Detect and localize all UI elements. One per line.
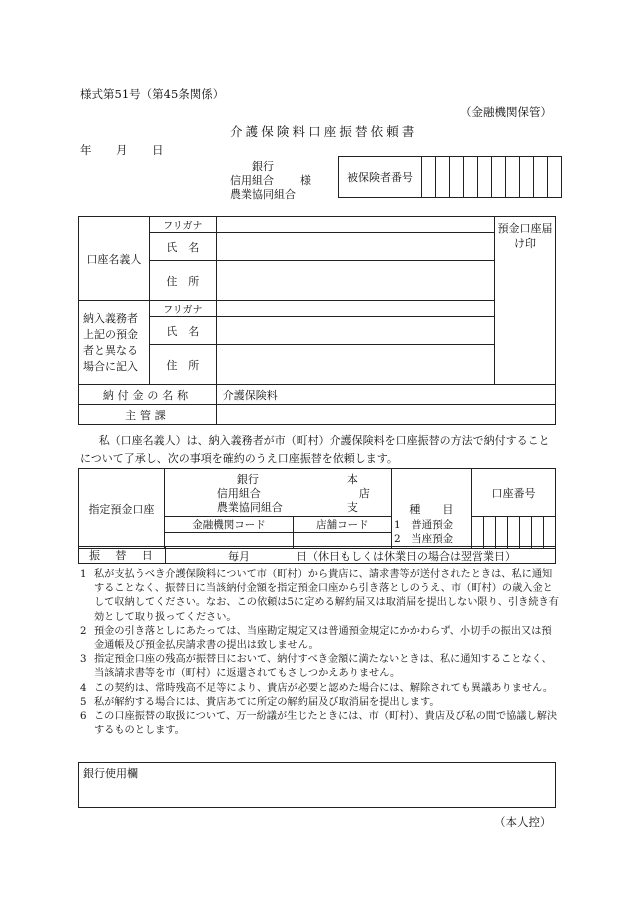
insured-number-box[interactable] [422, 157, 436, 198]
list-item [80, 696, 560, 710]
acct-agri-coop: 農業協同組合 [216, 501, 283, 514]
holder-address-label: 住 所 [149, 261, 216, 301]
account-number-box[interactable] [508, 517, 520, 549]
transfer-monthly: 毎月 [228, 550, 250, 563]
note-number: 3 [80, 654, 87, 666]
date-day: 日 [152, 143, 164, 157]
account-number-box[interactable] [543, 517, 555, 549]
note-number: 4 [80, 682, 87, 694]
addressee-credit-union: 信用組合 [230, 174, 274, 187]
payer-address-label: 住 所 [149, 345, 216, 385]
note-number: 6 [80, 711, 87, 723]
addressee-bank: 銀行 [252, 160, 274, 173]
division-label: 主管課 [79, 405, 217, 425]
holder-address-input[interactable] [216, 261, 494, 301]
holder-furigana-label: フリガナ [149, 217, 216, 233]
insured-number-box[interactable] [464, 157, 478, 198]
form-number: 様式第51号（第45条関係） [80, 87, 225, 101]
acct-office: 店 [358, 487, 370, 500]
note-number: 1 [80, 569, 87, 580]
payer-furigana-label: フリガナ [149, 301, 216, 317]
bank-branch-cell[interactable] [164, 469, 391, 517]
payer-name-input[interactable] [216, 317, 494, 345]
date-year: 年 [80, 143, 92, 157]
type-option-current[interactable]: 2 当座預金 [394, 533, 454, 545]
note-text: この契約は、常時残高不足等により、貴店が必要と認めた場合には、解除されても異議ありません。 [94, 682, 554, 694]
payer-furigana-input[interactable] [216, 301, 494, 317]
account-number-box[interactable] [520, 517, 532, 549]
insured-number-box[interactable] [506, 157, 520, 198]
note-text: この口座振替の取扱について、万一紛議が生じたときには、市（町村）、貴店及び私の間で協議し解決するものとします。 [94, 711, 558, 737]
note-number: 5 [80, 696, 87, 708]
account-number-box[interactable] [496, 517, 508, 549]
list-item [80, 653, 560, 681]
copy-label-bottom: （本人控） [494, 815, 552, 829]
acct-head-office: 本 [346, 473, 358, 486]
insured-number-table [338, 156, 562, 198]
insured-number-box[interactable] [548, 157, 562, 198]
list-item [80, 682, 560, 696]
insured-number-box[interactable] [436, 157, 450, 198]
page-title: 介護保険料口座振替依頼書 [230, 124, 418, 139]
payer-label: 納入義務者上記の預金者と異なる場合に記入 [79, 301, 150, 385]
holder-furigana-input[interactable] [216, 217, 494, 233]
payer-name-label: 氏 名 [149, 317, 216, 345]
account-number-box[interactable] [472, 517, 484, 549]
note-text: 私が支払うべき介護保険料について市（町村）から貴店に、請求書等が送付されたときは、私に通知することなく、振替日に当該納付金額を指定預金口座から引き落としのうえ、市（町村）の歳入金として収納してください。なお、この依頼は5に定める解約届又は取消届を提出しない限り、引き続き有効として取り扱ってください。 [94, 569, 559, 623]
holder-name-input[interactable] [216, 233, 494, 261]
insured-number-box[interactable] [492, 157, 506, 198]
type-option-ordinary[interactable]: 1 普通預金 [394, 519, 454, 531]
account-type-label: 種 目 [391, 469, 471, 549]
transfer-date-cell[interactable] [166, 547, 556, 564]
transfer-day-note: 日（休日もしくは休業日の場合は翌営業日） [296, 550, 516, 563]
insured-number-box[interactable] [520, 157, 534, 198]
payer-address-input[interactable] [216, 345, 494, 385]
insured-number-label: 被保険者番号 [339, 157, 422, 198]
branch-code-label: 店舗コード [294, 517, 392, 533]
acct-bank: 銀行 [236, 473, 259, 486]
transfer-date-table [78, 546, 556, 564]
note-number: 2 [80, 625, 87, 637]
date-month: 月 [116, 143, 128, 157]
note-text: 私が解約する場合には、貴店あてに所定の解約届及び取消届を提出します。 [94, 696, 440, 708]
acct-credit-union: 信用組合 [216, 487, 261, 500]
bank-use-label: 銀行使用欄 [83, 767, 138, 780]
account-table [78, 468, 556, 549]
list-item [80, 625, 560, 653]
payment-item-label: 納付金の名称 [79, 385, 217, 405]
request-text: 私（口座名義人）は、納入義務者が市（町村）介護保険料を口座振替の方法で納付することについて了承し、次の事項を確約のうえ口座振替を依頼します。 [80, 434, 550, 465]
list-item [80, 568, 560, 625]
insured-number-box[interactable] [534, 157, 548, 198]
designated-account-label: 指定預金口座 [79, 469, 165, 549]
list-item [80, 710, 560, 738]
division-input[interactable] [216, 405, 555, 425]
copy-label-top: （金融機関保管） [460, 105, 552, 119]
addressee-agri-coop: 農業協同組合 [230, 188, 296, 201]
transfer-date-label: 振 替 日 [79, 547, 166, 564]
account-holder-label: 口座名義人 [79, 217, 150, 301]
insured-number-box[interactable] [478, 157, 492, 198]
holder-table [78, 216, 556, 425]
account-number-box[interactable] [531, 517, 543, 549]
seal-label: 預金口座届け印 [495, 217, 556, 385]
insured-number-box[interactable] [450, 157, 464, 198]
addressee-honorific: 様 [300, 174, 311, 187]
acct-branch: 支 [346, 501, 358, 514]
bank-use-box[interactable] [78, 762, 556, 808]
note-text: 預金の引き落としにあたっては、当座勘定規定又は普通預金規定にかかわらず、小切手の振出又は預金通帳及び預金払戻請求書の提出は致しません。 [94, 625, 552, 652]
payment-item-value: 介護保険料 [216, 385, 555, 405]
terms-list [80, 568, 560, 738]
account-number-box[interactable] [484, 517, 496, 549]
bank-code-label: 金融機関コード [164, 517, 293, 533]
note-text: 指定預金口座の残高が振替日において、納付すべき金額に満たないときは、私に通知することなく、当該請求書等を市（町村）に返還されてもさしつかえありません。 [94, 654, 552, 680]
account-number-label: 口座番号 [472, 469, 556, 517]
holder-name-label: 氏 名 [149, 233, 216, 261]
